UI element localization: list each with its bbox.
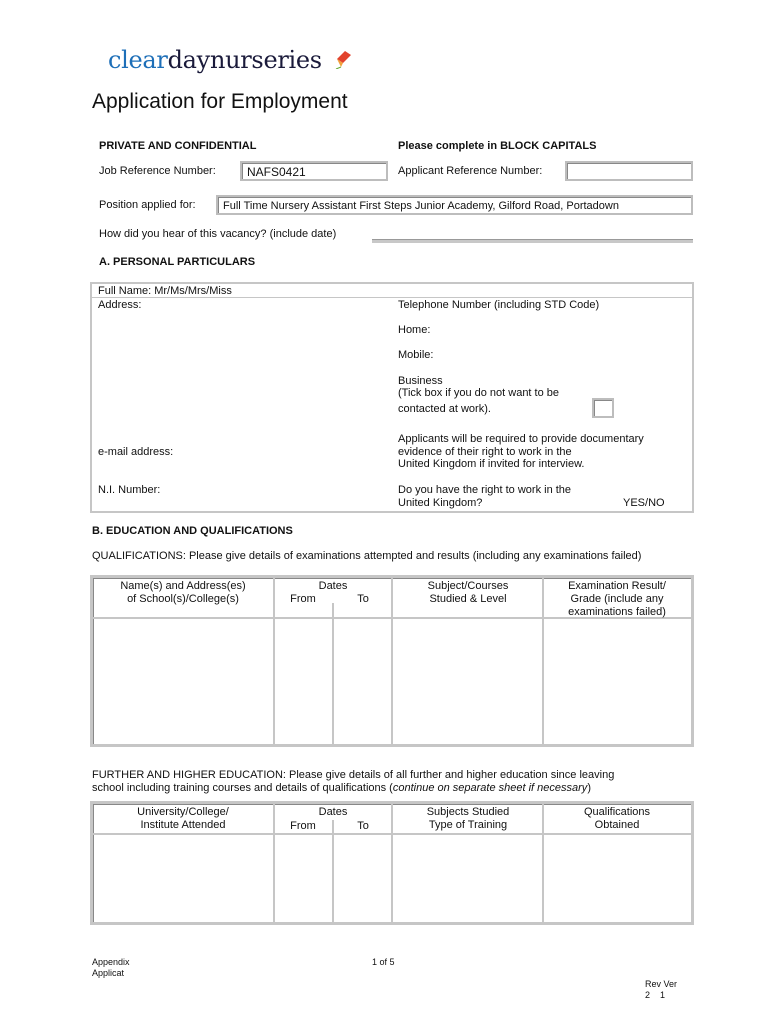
page-title: Application for Employment: [92, 90, 348, 113]
fe-col-from-header: From: [290, 820, 316, 832]
qual-col-school-header: Name(s) and Address(es) of School(s)/College(s): [120, 580, 246, 605]
footer-left: Appendix Applicat: [92, 957, 130, 978]
address-label: Address:: [98, 299, 142, 311]
qual-col-dates-header: Dates: [318, 580, 348, 592]
section-b-heading: B. EDUCATION AND QUALIFICATIONS: [92, 525, 293, 537]
further-education-intro-line2: school including training courses and details of qualifications (continue on separate sheet if necessary): [92, 782, 591, 794]
fe-col-to-header: To: [357, 820, 369, 832]
ni-number-label: N.I. Number:: [98, 484, 161, 496]
email-label: e-mail address:: [98, 446, 174, 458]
telephone-label: Telephone Number (including STD Code): [398, 299, 600, 311]
job-reference-label: Job Reference Number:: [99, 165, 216, 177]
kite-icon: [333, 49, 353, 69]
vacancy-source-field[interactable]: [372, 239, 693, 243]
home-phone-label: Home:: [398, 324, 431, 336]
fe-col-subjects-header: Subjects Studied Type of Training: [426, 806, 510, 831]
yes-no-option[interactable]: YES/NO: [623, 497, 665, 509]
fe-col-qualifications-header: Qualifications Obtained: [583, 806, 651, 831]
tick-note-line2: contacted at work).: [398, 403, 491, 415]
fe-col-dates-header: Dates: [318, 806, 348, 818]
job-reference-value: NAFS0421: [247, 165, 306, 179]
business-phone-label: Business: [398, 375, 443, 387]
qual-col-result-header: Examination Result/ Grade (include any examinations failed): [568, 580, 666, 618]
company-logo: [108, 46, 322, 74]
page-number: 1 of 5: [372, 957, 395, 967]
logo-text-daynurseries: daynurseries: [167, 46, 322, 74]
no-contact-at-work-checkbox[interactable]: [592, 398, 614, 418]
right-to-work-line2: United Kingdom?: [398, 497, 483, 509]
evidence-note-line2: evidence of their right to work in the: [398, 446, 572, 458]
qualifications-intro: QUALIFICATIONS: Please give details of examinations attempted and results (including any examinations failed): [92, 550, 642, 562]
qual-col-from-header: From: [290, 593, 316, 605]
mobile-phone-label: Mobile:: [398, 349, 434, 361]
qual-col-to-header: To: [357, 593, 369, 605]
footer-right: Rev Ver 2 1: [645, 979, 678, 1000]
logo-text-clear: clear: [108, 46, 168, 74]
block-capitals-note: Please complete in BLOCK CAPITALS: [398, 140, 597, 152]
fe-col-institute-header: University/College/ Institute Attended: [137, 806, 229, 831]
right-to-work-line1: Do you have the right to work in the: [398, 484, 572, 496]
section-a-heading: A. PERSONAL PARTICULARS: [99, 256, 256, 268]
position-label: Position applied for:: [99, 199, 196, 211]
vacancy-source-label: How did you hear of this vacancy? (include date): [99, 228, 337, 240]
tick-note-line1: (Tick box if you do not want to be: [398, 387, 560, 399]
job-reference-field[interactable]: [240, 161, 388, 181]
full-name-label: Full Name: Mr/Ms/Mrs/Miss: [98, 285, 232, 297]
private-confidential-label: PRIVATE AND CONFIDENTIAL: [99, 140, 257, 152]
position-field[interactable]: [216, 195, 693, 215]
applicant-reference-field[interactable]: [565, 161, 693, 181]
further-education-intro-line1: FURTHER AND HIGHER EDUCATION: Please give details of all further and higher education since leaving: [92, 769, 615, 781]
position-value: Full Time Nursery Assistant First Steps Junior Academy, Gilford Road, Portadown: [223, 200, 619, 212]
applicant-reference-label: Applicant Reference Number:: [398, 165, 543, 177]
evidence-note-line3: United Kingdom if invited for interview.: [398, 458, 585, 470]
evidence-note-line1: Applicants will be required to provide documentary: [398, 433, 644, 445]
qual-col-subject-header: Subject/Courses Studied & Level: [427, 580, 509, 605]
